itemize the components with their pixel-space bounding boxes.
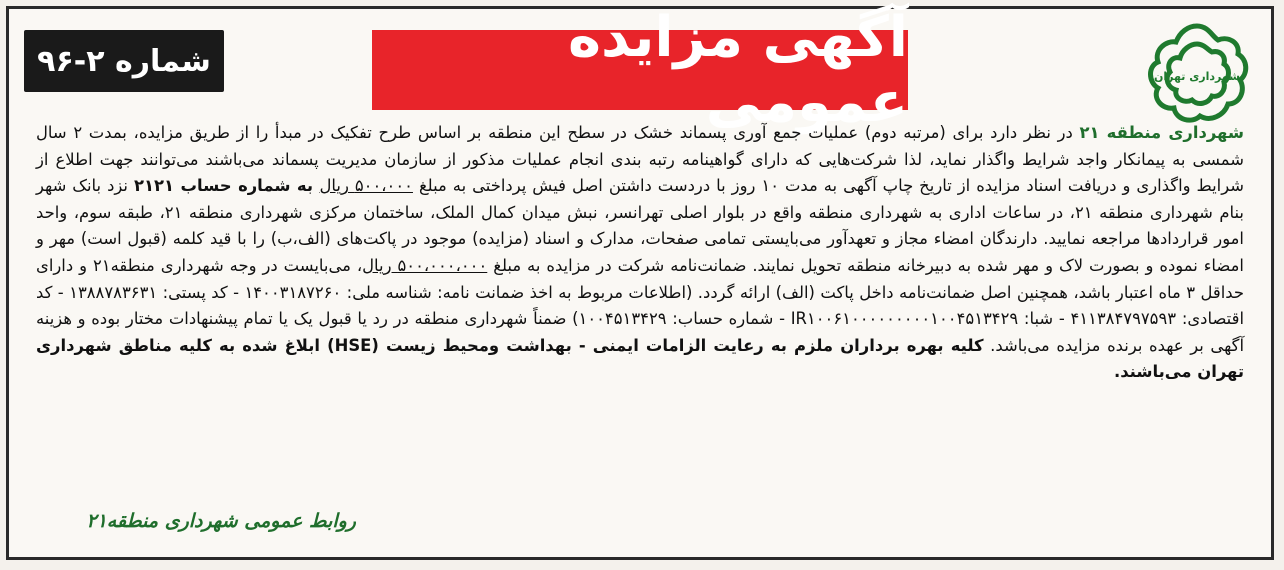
announcement-body [36,120,1244,386]
account-label: به شماره حساب [174,176,320,196]
page-title: آگهی مزایده عمومی [372,30,908,110]
body-paragraph-1: در نظر دارد برای (مرتبه دوم) عملیات جمع آوری پسماند خشک در سطح این منطقه بر اساس طرح تفکیک در مبدأ را از طریق مزایده، بمدت ۲ سال شمسی به پیمانکار واجد شرایط واگذار نماید، لذا شرکت‌هایی که دارای گواهینامه رتبه بندی انجام عملیات مذکور از سازمان مدیریت پسماند می‌باشند می‌توانند جهت اطلاع از شرایط واگذاری و دریافت اسناد مزایده از تاریخ چاپ آگهی به مدت ۱۰ روز با دردست داشتن اصل فیش پرداختی به مبلغ [36,123,1244,196]
public-relations-signature: روابط عمومی شهرداری منطقه۲۱ [86,510,356,532]
body-paragraph-4: ، می‌بایست در وجه شهرداری منطقه۲۱ و دارای حداقل ۳ ماه اعتبار باشد، همچنین اصل ضمانت‌نامه داخل پاکت (الف) ارائه گردد. (اطلاعات مربوط به اخذ ضمانت نامه: شناسه ملی: ۱۴۰۰۳۱۸۷۲۶۰ - کد پستی: ۱۳۸۸۷۸۳۶۳۱ - کد اقتصادی: ۴۱۱۳۸۴۷۹۷۵۹۳ - شبا: IR۱۰۰۶۱۰۰۰۰۰۰۰۰۰۱۰۰۴۵۱۳۴۲۹ - شماره حساب: ۱۰۰۴۵۱۳۴۲۹) ضمناً شهرداری منطقه در رد یا قبول یک یا تمام پیشنهادات مختار بوده و هزینه آگهی بر عهده برنده مزایده می‌باشد. [36,255,1245,355]
municipality-logo-icon [1138,18,1256,128]
guarantee-amount: ۵۰۰،۰۰۰،۰۰۰ ریال [362,255,488,275]
body-paragraph-3: نزد بانک شهر بنام شهرداری منطقه ۲۱، در ساعات اداری به شهرداری منطقه واقع در بلوار اصلی تهرانسر، نبش میدان کمال الملک، ساختمان مرکزی شهرداری منطقه ۲۱، طبقه سوم، واحد امور قراردادها مراجعه نمایید. دارندگان امضاء مجاز و تعهدآور می‌بایستی تمامی صفحات، مدارک و اسناد (مزایده) موجود در پاکت‌های (الف،ب) را با قید کلمه (قبول است) مهر و امضاء نموده و بصورت لاک و مهر شده به دبیرخانه منطقه تحویل نمایند. ضمانت‌نامه شرکت در مزایده به مبلغ [36,176,1244,275]
hse-notice: کلیه بهره برداران ملزم به رعایت الزامات ایمنی - بهداشت ومحیط زیست (HSE) ابلاغ شده به کلیه مناطق شهرداری تهران می‌باشند. [36,335,1244,382]
organization-name: شهرداری منطقه ۲۱ [1079,123,1244,142]
fee-amount: ۵۰۰،۰۰۰ ریال [319,176,413,196]
logo-text: شهرداری تهران [1154,70,1240,83]
account-number: ۲۱۲۱ [133,176,174,196]
announcement-number-badge: شماره ۲-۹۶ [24,30,224,92]
